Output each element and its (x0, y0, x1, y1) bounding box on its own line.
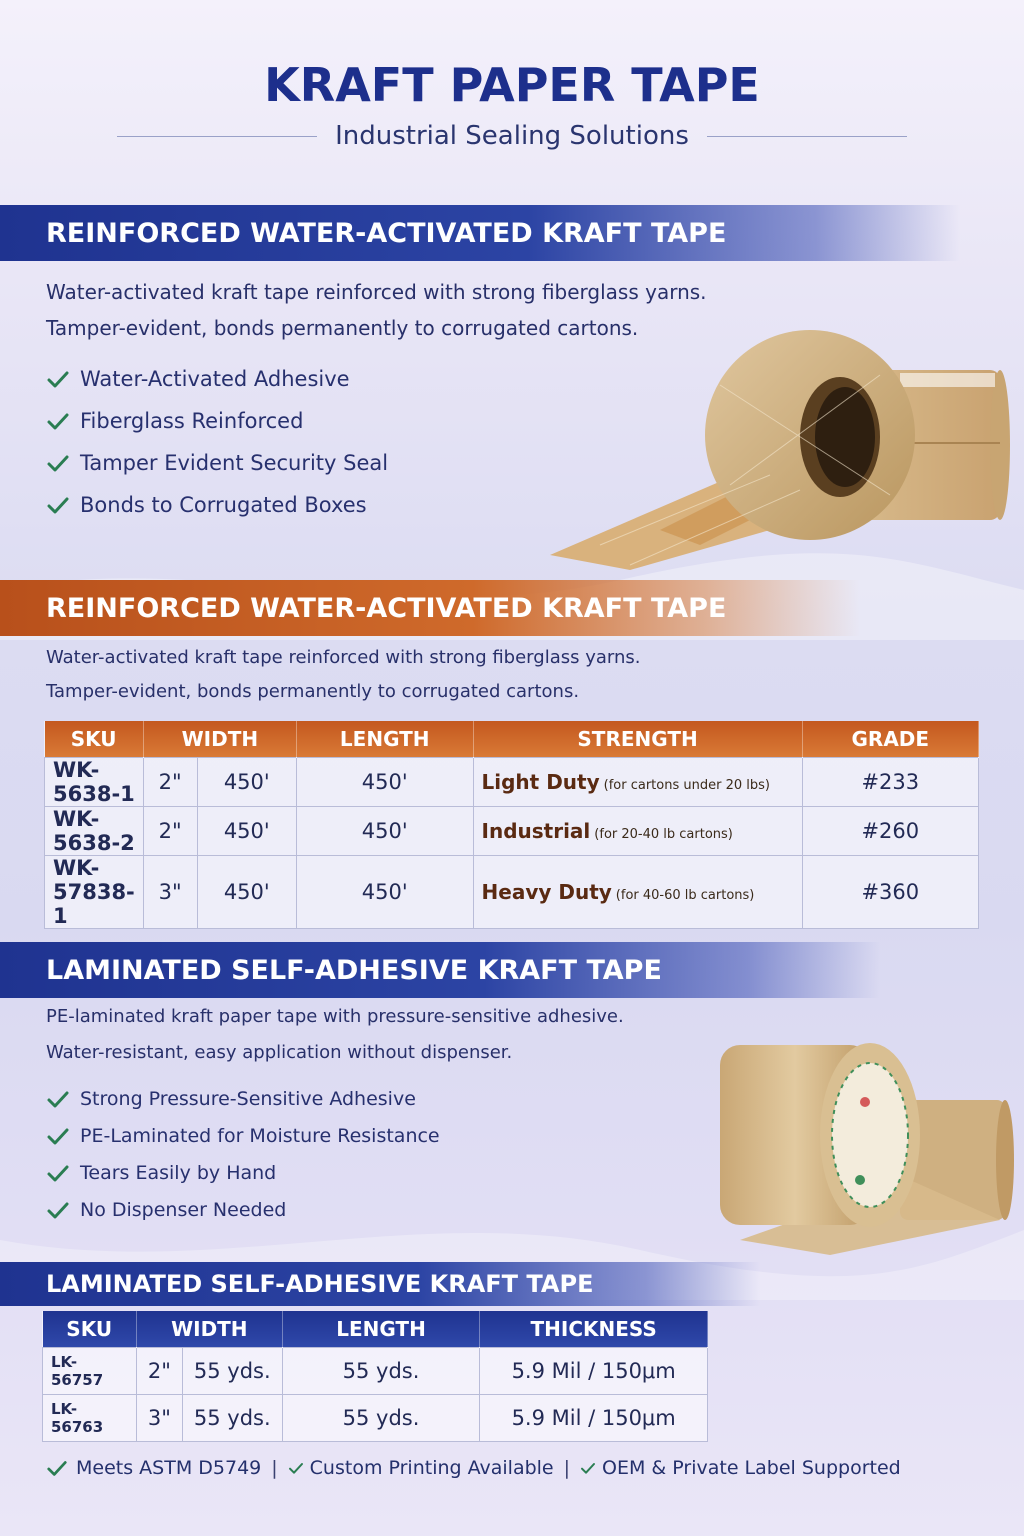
check-icon (46, 451, 70, 475)
section2-description (46, 641, 640, 709)
feature-item (46, 358, 388, 400)
check-icon (46, 1198, 70, 1222)
strength-label: Heavy Duty (481, 879, 612, 904)
check-icon (46, 1087, 70, 1111)
table-row (45, 757, 979, 806)
grade-cell: #233 (802, 757, 978, 806)
grade-cell: #360 (802, 855, 978, 928)
table-row (43, 1394, 708, 1441)
check-icon (46, 1457, 68, 1479)
width-cell: 2" (136, 1347, 182, 1394)
description-line: Tamper-evident, bonds permanently to corrugated cartons. (46, 681, 580, 702)
feature-label: Bonds to Corrugated Boxes (80, 493, 367, 517)
page-title: KRAFT PAPER TAPE (264, 58, 760, 112)
width-cell: 3" (143, 855, 197, 928)
footer-certifications (46, 1452, 996, 1484)
thickness-cell: 5.9 Mil / 150μm (480, 1394, 708, 1441)
sku-cell: LK-56757 (43, 1347, 137, 1394)
width-length-cell: 450' (197, 806, 296, 855)
strength-label: Industrial (481, 818, 591, 843)
width-cell: 3" (136, 1394, 182, 1441)
section-heading-reinforced: REINFORCED WATER-ACTIVATED KRAFT TAPE (0, 205, 960, 261)
feature-list (46, 1080, 440, 1228)
width-length-cell: 450' (197, 757, 296, 806)
sku-cell: WK-5638-2 (45, 806, 144, 855)
divider (707, 136, 907, 137)
check-icon (46, 367, 70, 391)
section3-description (46, 999, 624, 1071)
laminated-spec-table (42, 1311, 708, 1442)
strength-cell (473, 806, 802, 855)
feature-label: Fiberglass Reinforced (80, 409, 304, 433)
thickness-cell: 5.9 Mil / 150μm (480, 1347, 708, 1394)
column-header: LENGTH (282, 1311, 480, 1347)
table-row (45, 806, 979, 855)
table-header-row (45, 721, 979, 757)
feature-item (46, 1154, 440, 1191)
page-subtitle: Industrial Sealing Solutions (335, 121, 689, 151)
sku-cell: LK-56763 (43, 1394, 137, 1441)
feature-item (46, 1080, 440, 1117)
check-icon (46, 1124, 70, 1148)
check-icon (288, 1460, 304, 1476)
strength-label: Light Duty (481, 769, 600, 794)
feature-item (46, 400, 388, 442)
section-heading-laminated-specs: LAMINATED SELF-ADHESIVE KRAFT TAPE (0, 1262, 760, 1306)
feature-item (46, 484, 388, 526)
grade-cell: #260 (802, 806, 978, 855)
footer-item: Custom Printing Available (309, 1457, 554, 1479)
feature-label: Tamper Evident Security Seal (80, 451, 389, 475)
feature-label: Strong Pressure-Sensitive Adhesive (80, 1087, 416, 1110)
feature-item (46, 1117, 440, 1154)
feature-list (46, 358, 388, 526)
column-header: WIDTH (143, 721, 296, 757)
table-row (45, 855, 979, 928)
footer-item: Meets ASTM D5749 (76, 1457, 262, 1479)
feature-label: Water-Activated Adhesive (80, 367, 350, 391)
description-line: PE-laminated kraft paper tape with pressure-sensitive adhesive. (46, 1006, 624, 1027)
footer-item: OEM & Private Label Supported (602, 1457, 901, 1479)
description-line: Tamper-evident, bonds permanently to corrugated cartons. (46, 316, 639, 340)
laminated-tape-roll-image (700, 1030, 1015, 1255)
column-header: WIDTH (136, 1311, 282, 1347)
check-icon (580, 1460, 596, 1476)
feature-label: No Dispenser Needed (80, 1198, 287, 1221)
length-cell: 55 yds. (282, 1347, 480, 1394)
feature-label: Tears Easily by Hand (80, 1161, 277, 1184)
strength-note: (for 40-60 lb cartons) (615, 887, 755, 903)
divider (117, 136, 317, 137)
width-cell: 2" (143, 757, 197, 806)
strength-cell (473, 855, 802, 928)
length-cell: 450' (296, 806, 473, 855)
check-icon (46, 493, 70, 517)
reinforced-spec-table (44, 721, 979, 929)
subtitle-row (0, 118, 1024, 154)
length-cell: 450' (296, 757, 473, 806)
sku-cell: WK-5638-1 (45, 757, 144, 806)
sku-cell: WK-57838-1 (45, 855, 144, 928)
column-header: GRADE (802, 721, 978, 757)
description-line: Water-activated kraft tape reinforced with strong fiberglass yarns. (46, 647, 641, 668)
check-icon (46, 1161, 70, 1185)
width-length-cell: 450' (197, 855, 296, 928)
table-row (43, 1347, 708, 1394)
column-header: SKU (45, 721, 144, 757)
strength-cell (473, 757, 802, 806)
column-header: SKU (43, 1311, 137, 1347)
description-line: Water-resistant, easy application without dispenser. (46, 1042, 513, 1063)
column-header: STRENGTH (473, 721, 802, 757)
section-heading-reinforced-specs: REINFORCED WATER-ACTIVATED KRAFT TAPE (0, 580, 860, 636)
feature-label: PE-Laminated for Moisture Resistance (80, 1124, 440, 1147)
reinforced-tape-roll-image (540, 325, 1010, 570)
length-cell: 450' (296, 855, 473, 928)
strength-note: (for 20-40 lb cartons) (594, 826, 733, 842)
section-heading-laminated: LAMINATED SELF-ADHESIVE KRAFT TAPE (0, 942, 880, 998)
column-header: LENGTH (296, 721, 473, 757)
footer-separator: | (563, 1457, 571, 1479)
length-cell: 55 yds. (282, 1394, 480, 1441)
width-cell: 2" (143, 806, 197, 855)
column-header: THICKNESS (480, 1311, 708, 1347)
width-length-cell: 55 yds. (182, 1394, 282, 1441)
strength-note: (for cartons under 20 lbs) (603, 777, 770, 793)
feature-item (46, 1191, 440, 1228)
width-length-cell: 55 yds. (182, 1347, 282, 1394)
check-icon (46, 409, 70, 433)
footer-separator: | (271, 1457, 278, 1479)
description-line: Water-activated kraft tape reinforced with strong fiberglass yarns. (46, 280, 707, 304)
table-header-row (43, 1311, 708, 1347)
feature-item (46, 442, 388, 484)
